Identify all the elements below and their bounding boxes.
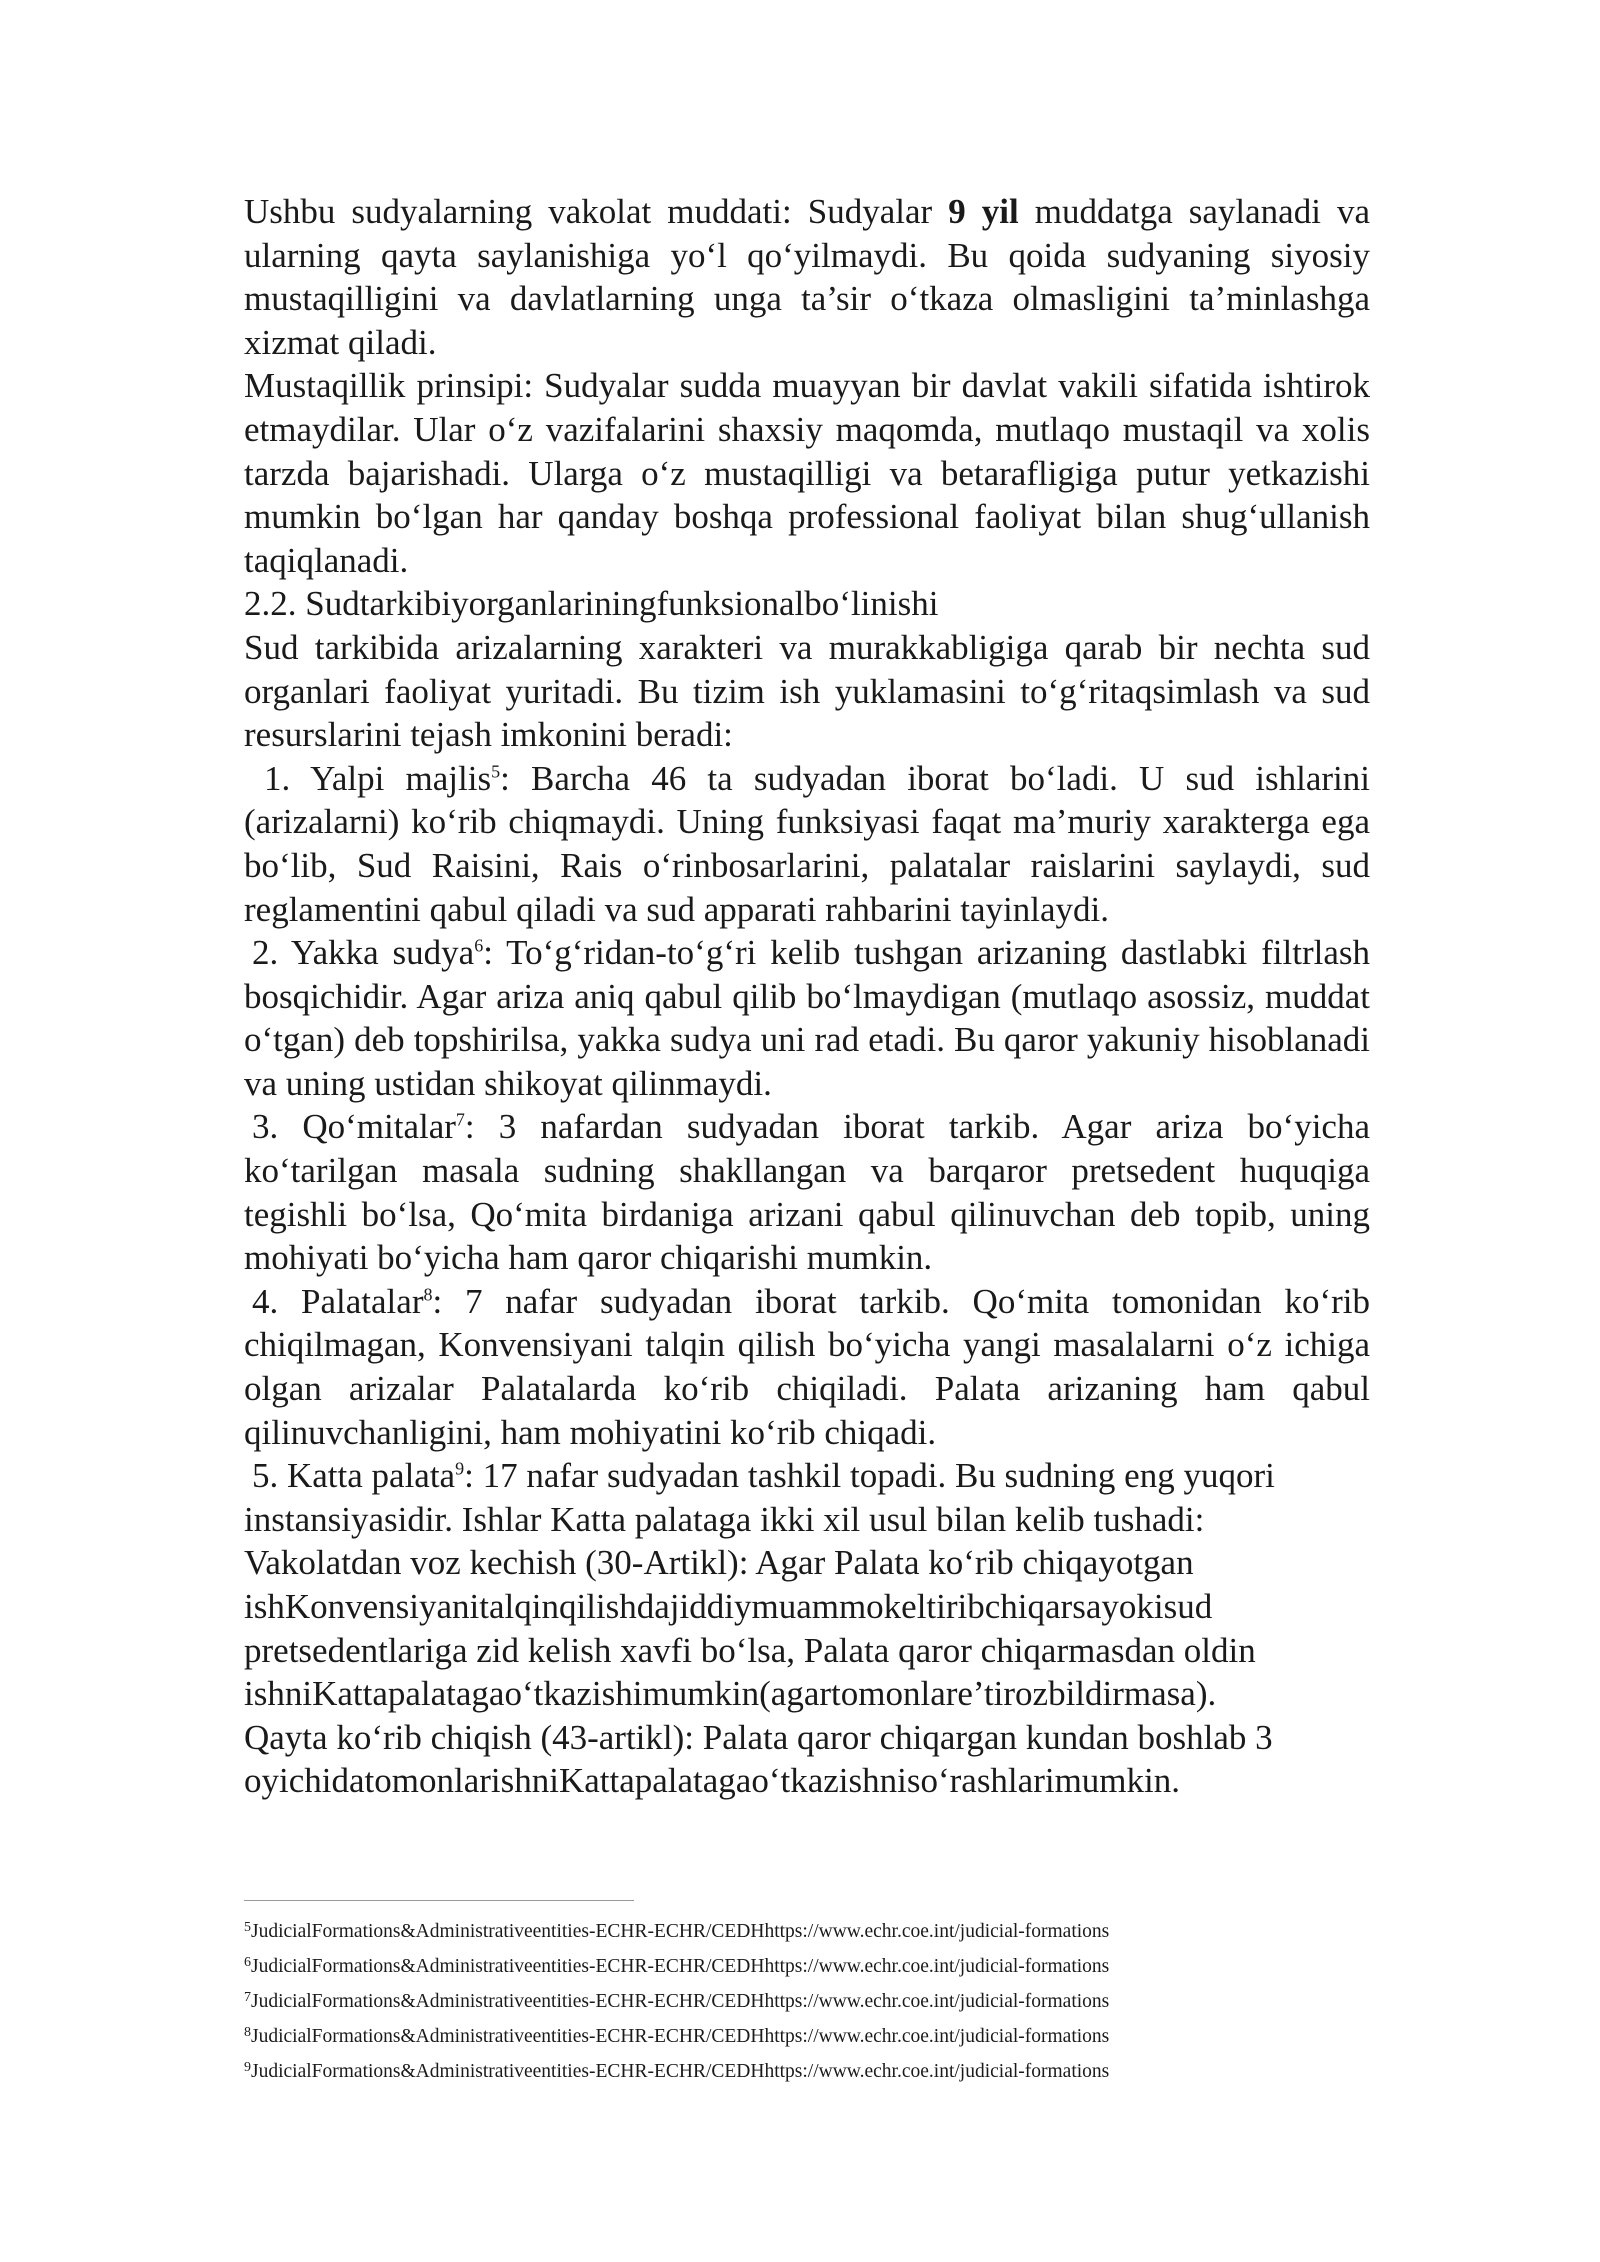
list-item bbox=[244, 757, 1370, 931]
footnote bbox=[244, 2054, 1370, 2089]
paragraph-term-of-office bbox=[244, 190, 1370, 364]
footnotes bbox=[244, 1914, 1370, 2089]
list-item-text: : To‘g‘ridan-to‘g‘ri kelib tushgan arizaning dastlabki filtrlash bosqichidir. Agar ariza aniq qabul qilib bo‘lmaydigan (mutlaqo asossiz, muddat o‘tgan) deb topshirilsa, yakka sudya uni rad etadi. Bu qaror yakuniy hisoblanadi va uning ustidan shikoyat qilinmaydi. bbox=[244, 933, 1370, 1103]
footnote bbox=[244, 1984, 1370, 2019]
list-item-lead: 3. Qo‘mitalar bbox=[252, 1107, 456, 1147]
paragraph-intro: Sud tarkibida arizalarning xarakteri va murakkabligiga qarab bir nechta sud organlari faoliyat yuritadi. Bu tizim ish yuklamasini to‘g‘ritaqsimlash va sud resurslarini tejash imkonini beradi: bbox=[244, 627, 1370, 755]
footnote-number: 6 bbox=[244, 1955, 251, 1970]
document-body bbox=[244, 190, 1370, 1803]
footnote-text[interactable]: JudicialFormations&Administrativeentities-ECHR-ECHR/CEDHhttps://www.echr.coe.int/judicial-formations bbox=[251, 2026, 1110, 2047]
footnote-number: 5 bbox=[244, 1920, 251, 1935]
paragraph-relinquishment: Vakolatdan voz kechish (30-Artikl): Agar Palata ko‘rib chiqayotgan ishKonvensiyanitalqinqilishdajiddiymuammokeltiribchiqarsayokisud pretsedentlariga zid kelish xavfi bo‘lsa, Palata qaror chiqarmasdan oldin ishniKattapalatagao‘tkazishimumkin(agartomonlare’tirozbildirmasa). bbox=[244, 1543, 1256, 1714]
footnote-number: 7 bbox=[244, 1990, 251, 2005]
footnote bbox=[244, 2019, 1370, 2054]
footnote-ref[interactable]: 5 bbox=[491, 761, 501, 782]
footnote-text[interactable]: JudicialFormations&Administrativeentities-ECHR-ECHR/CEDHhttps://www.echr.coe.int/judicial-formations bbox=[251, 1921, 1110, 1942]
paragraph-independence: Mustaqillik prinsipi: Sudyalar sudda muayyan bir davlat vakili sifatida ishtirok etmaydilar. Ular o‘z vazifalarini shaxsiy maqomda, mutlaqo mustaqil va xolis tarzda bajarishadi. Ularga o‘z mustaqilligi va betarafligiga putur yetkazishi mumkin bo‘lgan har qanday boshqa professional faoliyat bilan shug‘ullanish taqiqlanadi. bbox=[244, 366, 1370, 580]
section-heading: 2.2. Sudtarkibiyorganlariningfunksionalbo‘linishi bbox=[244, 584, 939, 624]
list-item bbox=[244, 1454, 1370, 1541]
footnote-text[interactable]: JudicialFormations&Administrativeentities-ECHR-ECHR/CEDHhttps://www.echr.coe.int/judicial-formations bbox=[251, 1991, 1110, 2012]
footnote-ref[interactable]: 8 bbox=[423, 1284, 433, 1305]
paragraph-referral: Qayta ko‘rib chiqish (43-artikl): Palata qaror chiqargan kundan boshlab 3 oyichidatomonlarishniKattapalatagao‘tkazishniso‘rashlarimumkin. bbox=[244, 1717, 1273, 1801]
footnote-text[interactable]: JudicialFormations&Administrativeentities-ECHR-ECHR/CEDHhttps://www.echr.coe.int/judicial-formations bbox=[251, 2061, 1110, 2082]
list-item-text: : 7 nafar sudyadan iborat tarkib. Qo‘mita tomonidan ko‘rib chiqilmagan, Konvensiyani talqin qilish bo‘yicha yangi masalalarni o‘z ichiga olgan arizalar Palatalarda ko‘rib chiqiladi. Palata arizaning ham qabul qilinuvchanligini, ham mohiyatini ko‘rib chiqadi. bbox=[244, 1281, 1371, 1452]
list-item bbox=[244, 1105, 1370, 1279]
footnote-text[interactable]: JudicialFormations&Administrativeentities-ECHR-ECHR/CEDHhttps://www.echr.coe.int/judicial-formations bbox=[251, 1956, 1110, 1977]
footnote-ref[interactable]: 9 bbox=[455, 1458, 465, 1479]
list-item-text: : 3 nafardan sudyadan iborat tarkib. Agar ariza bo‘yicha ko‘tarilgan masala sudning shakllangan va barqaror pretsedent huquqiga tegishli bo‘lsa, Qo‘mita birdaniga arizani qabul qilinuvchan deb topib, uning mohiyati bo‘yicha ham qaror chiqarishi mumkin. bbox=[244, 1107, 1370, 1278]
list-item bbox=[244, 1280, 1370, 1454]
footnote-ref[interactable]: 6 bbox=[474, 935, 484, 956]
list-item-lead: 5. Katta palata bbox=[252, 1456, 456, 1496]
list-item-lead: 4. Palatalar bbox=[252, 1281, 424, 1321]
footnote-separator bbox=[244, 1900, 634, 1901]
footnote-number: 8 bbox=[244, 2025, 251, 2040]
footnote bbox=[244, 1949, 1370, 1984]
paragraph-text: muddatga saylanadi va ularning qayta saylanishiga yo‘l qo‘yilmaydi. Bu qoida sudyaning siyosiy mustaqilligini va davlatlarning unga ta’sir o‘tkaza olmasligini ta’minlashga xizmat qiladi. bbox=[244, 192, 1370, 362]
list-item-text: : 17 nafar sudyadan tashkil topadi. Bu sudning eng yuqori instansiyasidir. Ishlar Katta palataga ikki xil usul bilan kelib tushadi: bbox=[244, 1456, 1275, 1539]
footnote bbox=[244, 1914, 1370, 1949]
list-item-text: : Barcha 46 ta sudyadan iborat bo‘ladi. U sud ishlarini (arizalarni) ko‘rib chiqmaydi. Uning funksiyasi faqat ma’muriy xarakterga ega bo‘lib, Sud Raisini, Rais o‘rinbosarlarini, palatalar raislarini saylaydi, sud reglamentini qabul qiladi va sud apparati rahbarini tayinlaydi. bbox=[244, 758, 1370, 929]
list-item bbox=[244, 931, 1370, 1105]
footnote-ref[interactable]: 7 bbox=[455, 1109, 465, 1130]
footnote-number: 9 bbox=[244, 2060, 251, 2075]
paragraph-text: Ushbu sudyalarning vakolat muddati: Sudyalar bbox=[244, 192, 949, 231]
bold-term: 9 yil bbox=[948, 192, 1019, 231]
list-item-lead: 1. Yalpi majlis bbox=[264, 758, 492, 798]
list-item-lead: 2. Yakka sudya bbox=[252, 933, 475, 973]
